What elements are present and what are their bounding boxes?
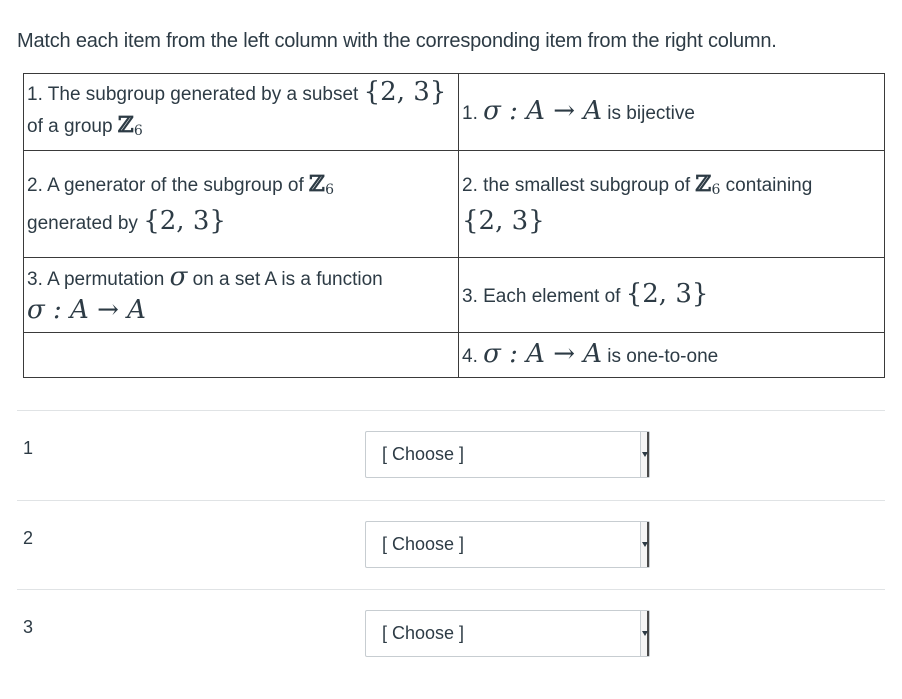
question-prompt: Match each item from the left column with the corresponding item from the right column. <box>17 30 777 52</box>
answer-row-2 <box>17 500 885 590</box>
right-item-1-map: σ : A → A <box>483 95 603 126</box>
right-item-4: 4. σ : A → A is one-to-one <box>459 333 885 378</box>
left-item-3: 3. A permutation σ on a set A is a function σ : A → A <box>24 258 459 333</box>
right-item-3: 3. Each element of {2, 3} <box>459 258 885 333</box>
answer-select-3[interactable]: [ Choose ] <box>365 610 650 657</box>
left-item-1-text: 1. The subgroup generated by a subset <box>27 84 364 105</box>
left-item-1-group: ℤ <box>117 112 134 138</box>
right-item-2: 2. the smallest subgroup of ℤ$_6$ containing {2, 3} <box>459 151 885 258</box>
answer-select-1[interactable]: [ Choose ] <box>365 431 650 478</box>
left-item-1-set: {2, 3} <box>363 77 447 107</box>
answer-row-1 <box>17 410 885 500</box>
chevron-down-icon <box>642 452 648 457</box>
answer-select-2[interactable]: [ Choose ] <box>365 521 650 568</box>
left-item-1: 1. The subgroup generated by a subset {2, 3} of a group ℤ$_6$ <box>24 74 459 151</box>
answer-number: 3 <box>23 617 34 637</box>
chevron-down-icon <box>642 542 648 547</box>
answer-number: 1 <box>23 438 34 458</box>
answer-row-3 <box>17 589 885 679</box>
left-item-2: 2. A generator of the subgroup of ℤ$_6$ generated by {2, 3} <box>24 151 459 258</box>
left-item-4-empty <box>24 333 459 378</box>
chevron-down-icon <box>642 631 648 636</box>
answer-number: 2 <box>23 528 34 548</box>
matching-table <box>23 73 885 378</box>
right-item-1: 1. σ : A → A is bijective <box>459 74 885 151</box>
left-item-1-text-b: of a group <box>27 116 118 137</box>
